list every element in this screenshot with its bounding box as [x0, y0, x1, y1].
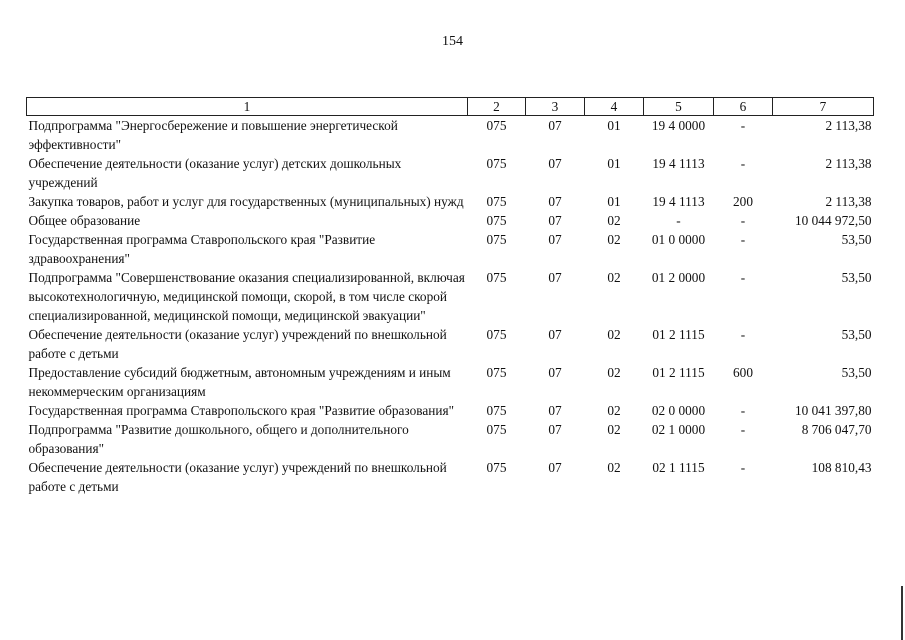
row-subsection: 02	[607, 232, 621, 247]
row-expense-type: -	[740, 460, 746, 475]
row-section: 07	[548, 156, 562, 171]
row-expense-type: -	[740, 156, 746, 171]
row-admin-code: 075	[486, 194, 507, 209]
table-header	[27, 98, 874, 116]
row-section: 07	[548, 118, 562, 133]
row-name: Общее образование	[28, 213, 141, 228]
row-name: Предоставление субсидий бюджетным, автономным учреждениям и иным некоммерческим организациям	[28, 365, 451, 399]
row-target-article: 19 4 0000	[651, 118, 706, 133]
table-row	[27, 268, 874, 325]
row-section: 07	[548, 365, 562, 380]
row-amount: 8 706 047,70	[801, 422, 872, 437]
row-expense-type: -	[740, 422, 746, 437]
row-admin-code: 075	[486, 156, 507, 171]
row-admin-code: 075	[486, 403, 507, 418]
row-expense-type: -	[740, 118, 746, 133]
row-expense-type: -	[740, 213, 746, 228]
row-name: Закупка товаров, работ и услуг для государственных (муниципальных) нужд	[28, 194, 464, 209]
row-target-article: 02 0 0000	[651, 403, 706, 418]
row-section: 07	[548, 270, 562, 285]
row-subsection: 02	[607, 270, 621, 285]
row-subsection: 02	[607, 365, 621, 380]
page-number: 154	[442, 34, 463, 49]
row-name: Государственная программа Ставропольского края "Развитие здравоохранения"	[28, 232, 376, 266]
row-section: 07	[548, 422, 562, 437]
row-admin-code: 075	[486, 118, 507, 133]
row-name: Подпрограмма "Развитие дошкольного, общего и дополнительного образования"	[28, 422, 409, 456]
row-section: 07	[548, 194, 562, 209]
table-row	[27, 154, 874, 192]
row-section: 07	[548, 327, 562, 342]
page-edge-line	[901, 586, 903, 640]
row-name: Подпрограмма "Совершенствование оказания специализированной, включая высокотехнологичную, медицинской помощи, скорой, в том числе скорой специализированной, медицинской помощи, медицинской эвакуации"	[28, 270, 465, 323]
table-row	[27, 211, 874, 230]
header-col-6: 6	[714, 98, 773, 116]
header-col-1: 1	[27, 98, 468, 116]
row-section: 07	[548, 213, 562, 228]
row-target-article: 01 2 1115	[652, 365, 705, 380]
row-admin-code: 075	[486, 460, 507, 475]
row-amount: 2 113,38	[825, 156, 872, 171]
row-subsection: 02	[607, 460, 621, 475]
row-target-article: 19 4 1113	[652, 156, 705, 171]
row-target-article: 01 2 0000	[651, 270, 706, 285]
row-admin-code: 075	[486, 270, 507, 285]
row-subsection: 01	[607, 118, 621, 133]
row-subsection: 02	[607, 403, 621, 418]
row-expense-type: 200	[733, 194, 753, 209]
row-amount: 10 041 397,80	[795, 403, 872, 418]
table-row	[27, 420, 874, 458]
row-subsection: 02	[607, 327, 621, 342]
row-name: Государственная программа Ставропольского края "Развитие образования"	[28, 403, 455, 418]
row-admin-code: 075	[486, 365, 507, 380]
row-subsection: 02	[607, 422, 621, 437]
header-col-5: 5	[644, 98, 714, 116]
row-admin-code: 075	[486, 232, 507, 247]
row-name: Обеспечение деятельности (оказание услуг) детских дошкольных учреждений	[28, 156, 402, 190]
table-row	[27, 230, 874, 268]
row-amount: 53,50	[841, 270, 872, 285]
row-amount: 2 113,38	[825, 194, 872, 209]
header-col-3: 3	[526, 98, 585, 116]
row-section: 07	[548, 403, 562, 418]
row-name: Обеспечение деятельности (оказание услуг) учреждений по внешкольной работе с детьми	[28, 327, 447, 361]
row-admin-code: 075	[486, 213, 507, 228]
row-amount: 2 113,38	[825, 118, 872, 133]
row-expense-type: -	[740, 327, 746, 342]
row-expense-type: -	[740, 270, 746, 285]
row-expense-type: -	[740, 403, 746, 418]
row-target-article: 19 4 1113	[652, 194, 705, 209]
row-subsection: 01	[607, 156, 621, 171]
header-col-4: 4	[585, 98, 644, 116]
row-admin-code: 075	[486, 422, 507, 437]
table-row	[27, 192, 874, 211]
row-name: Подпрограмма "Энергосбережение и повышение энергетической эффективности"	[28, 118, 398, 152]
row-subsection: 01	[607, 194, 621, 209]
budget-table	[26, 97, 874, 496]
table-row	[27, 116, 874, 155]
header-col-7: 7	[773, 98, 874, 116]
header-row	[27, 98, 874, 116]
row-amount: 108 810,43	[811, 460, 872, 475]
row-amount: 53,50	[841, 232, 872, 247]
row-target-article: 01 2 1115	[652, 327, 705, 342]
header-col-2: 2	[468, 98, 526, 116]
row-amount: 53,50	[841, 365, 872, 380]
row-amount: 10 044 972,50	[795, 213, 872, 228]
table-row	[27, 458, 874, 496]
row-target-article: 02 1 1115	[652, 460, 705, 475]
table-row	[27, 401, 874, 420]
row-target-article: -	[676, 213, 681, 228]
table-body	[27, 116, 874, 497]
row-amount: 53,50	[841, 327, 872, 342]
table-row	[27, 325, 874, 363]
row-section: 07	[548, 232, 562, 247]
row-name: Обеспечение деятельности (оказание услуг) учреждений по внешкольной работе с детьми	[28, 460, 447, 494]
row-target-article: 02 1 0000	[651, 422, 706, 437]
row-subsection: 02	[607, 213, 621, 228]
row-expense-type: 600	[733, 365, 753, 380]
row-admin-code: 075	[486, 327, 507, 342]
row-section: 07	[548, 460, 562, 475]
row-expense-type: -	[740, 232, 746, 247]
row-target-article: 01 0 0000	[651, 232, 706, 247]
table-row	[27, 363, 874, 401]
